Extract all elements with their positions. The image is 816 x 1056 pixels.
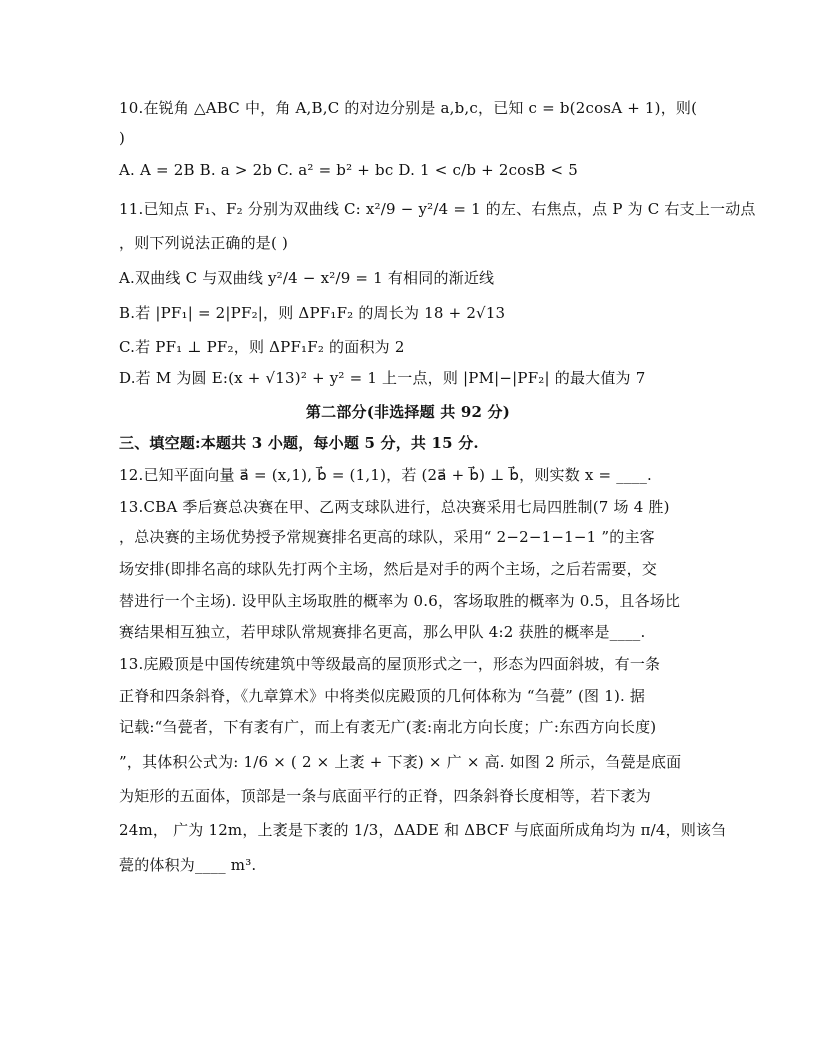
q10-options: A. A = 2B B. a > 2b C. a² = b² + bc D. 1 < c/b + 2cosB < 5 — [119, 161, 578, 179]
q11-stem-line1: 11.已知点 F₁、F₂ 分别为双曲线 C: x²/9 − y²/4 = 1 的左、右焦点，点 P 为 C 右支上一动点 — [119, 200, 756, 218]
q11-stem-line2: ，则下列说法正确的是( ) — [119, 234, 289, 252]
q12-stem: 12.已知平面向量 a⃗ = (x,1), b⃗ = (1,1)，若 (2a⃗ + b⃗) ⊥ b⃗，则实数 x = ____. — [119, 466, 653, 484]
q13b-line6: 24m， 广为 12m，上袤是下袤的 1/3，ΔADE 和 ΔBCF 与底面所成角均为 π/4，则该刍 — [119, 821, 727, 839]
q13a-line2: ，总决赛的主场优势授予常规赛排名更高的球队，采用“ 2−2−1−1−1 ”的主客 — [119, 528, 655, 546]
q13a-line4: 替进行一个主场). 设甲队主场取胜的概率为 0.6，客场取胜的概率为 0.5，且各场比 — [119, 592, 681, 610]
q11-option-a: A.双曲线 C 与双曲线 y²/4 − x²/9 = 1 有相同的渐近线 — [119, 269, 495, 287]
q13b-line5: 为矩形的五面体，顶部是一条与底面平行的正脊，四条斜脊长度相等，若下袤为 — [119, 787, 652, 805]
section3-title: 三、填空题:本题共 3 小题，每小题 5 分，共 15 分. — [119, 434, 479, 452]
q13b-line7: 甍的体积为____ m³. — [119, 856, 257, 874]
q13a-line3: 场安排(即排名高的球队先打两个主场，然后是对手的两个主场，之后若需要，交 — [119, 560, 658, 578]
q13b-line4: ”，其体积公式为: 1/6 × ( 2 × 上袤 + 下袤) × 广 × 高. 如图 2 所示，刍甍是底面 — [119, 753, 682, 771]
q13b-line1: 13.庑殿顶是中国传统建筑中等级最高的屋顶形式之一，形态为四面斜坡，有一条 — [119, 655, 661, 673]
q13a-line5: 赛结果相互独立，若甲球队常规赛排名更高，那么甲队 4:2 获胜的概率是____. — [119, 623, 646, 641]
q13a-line1: 13.CBA 季后赛总决赛在甲、乙两支球队进行，总决赛采用七局四胜制(7 场 4 胜) — [119, 498, 670, 516]
q11-option-c: C.若 PF₁ ⊥ PF₂，则 ΔPF₁F₂ 的面积为 2 — [119, 338, 405, 356]
q11-option-b: B.若 |PF₁| = 2|PF₂|，则 ΔPF₁F₂ 的周长为 18 + 2√13 — [119, 304, 506, 322]
part2-title: 第二部分(非选择题 共 92 分) — [305, 403, 511, 421]
q10-stem-line2: ) — [119, 129, 126, 147]
q11-option-d: D.若 M 为圆 E:(x + √13)² + y² = 1 上一点，则 |PM|−|PF₂| 的最大值为 7 — [119, 369, 646, 387]
q13b-line3: 记载:“刍甍者，下有袤有广，而上有袤无广(袤:南北方向长度；广:东西方向长度) — [119, 718, 657, 736]
q13b-line2: 正脊和四条斜脊，《九章算术》中将类似庑殿顶的几何体称为 “刍甍” (图 1). 据 — [119, 687, 646, 705]
q10-stem-line1: 10.在锐角 △ABC 中，角 A,B,C 的对边分别是 a,b,c，已知 c = b(2cosA + 1)，则( — [119, 99, 698, 117]
